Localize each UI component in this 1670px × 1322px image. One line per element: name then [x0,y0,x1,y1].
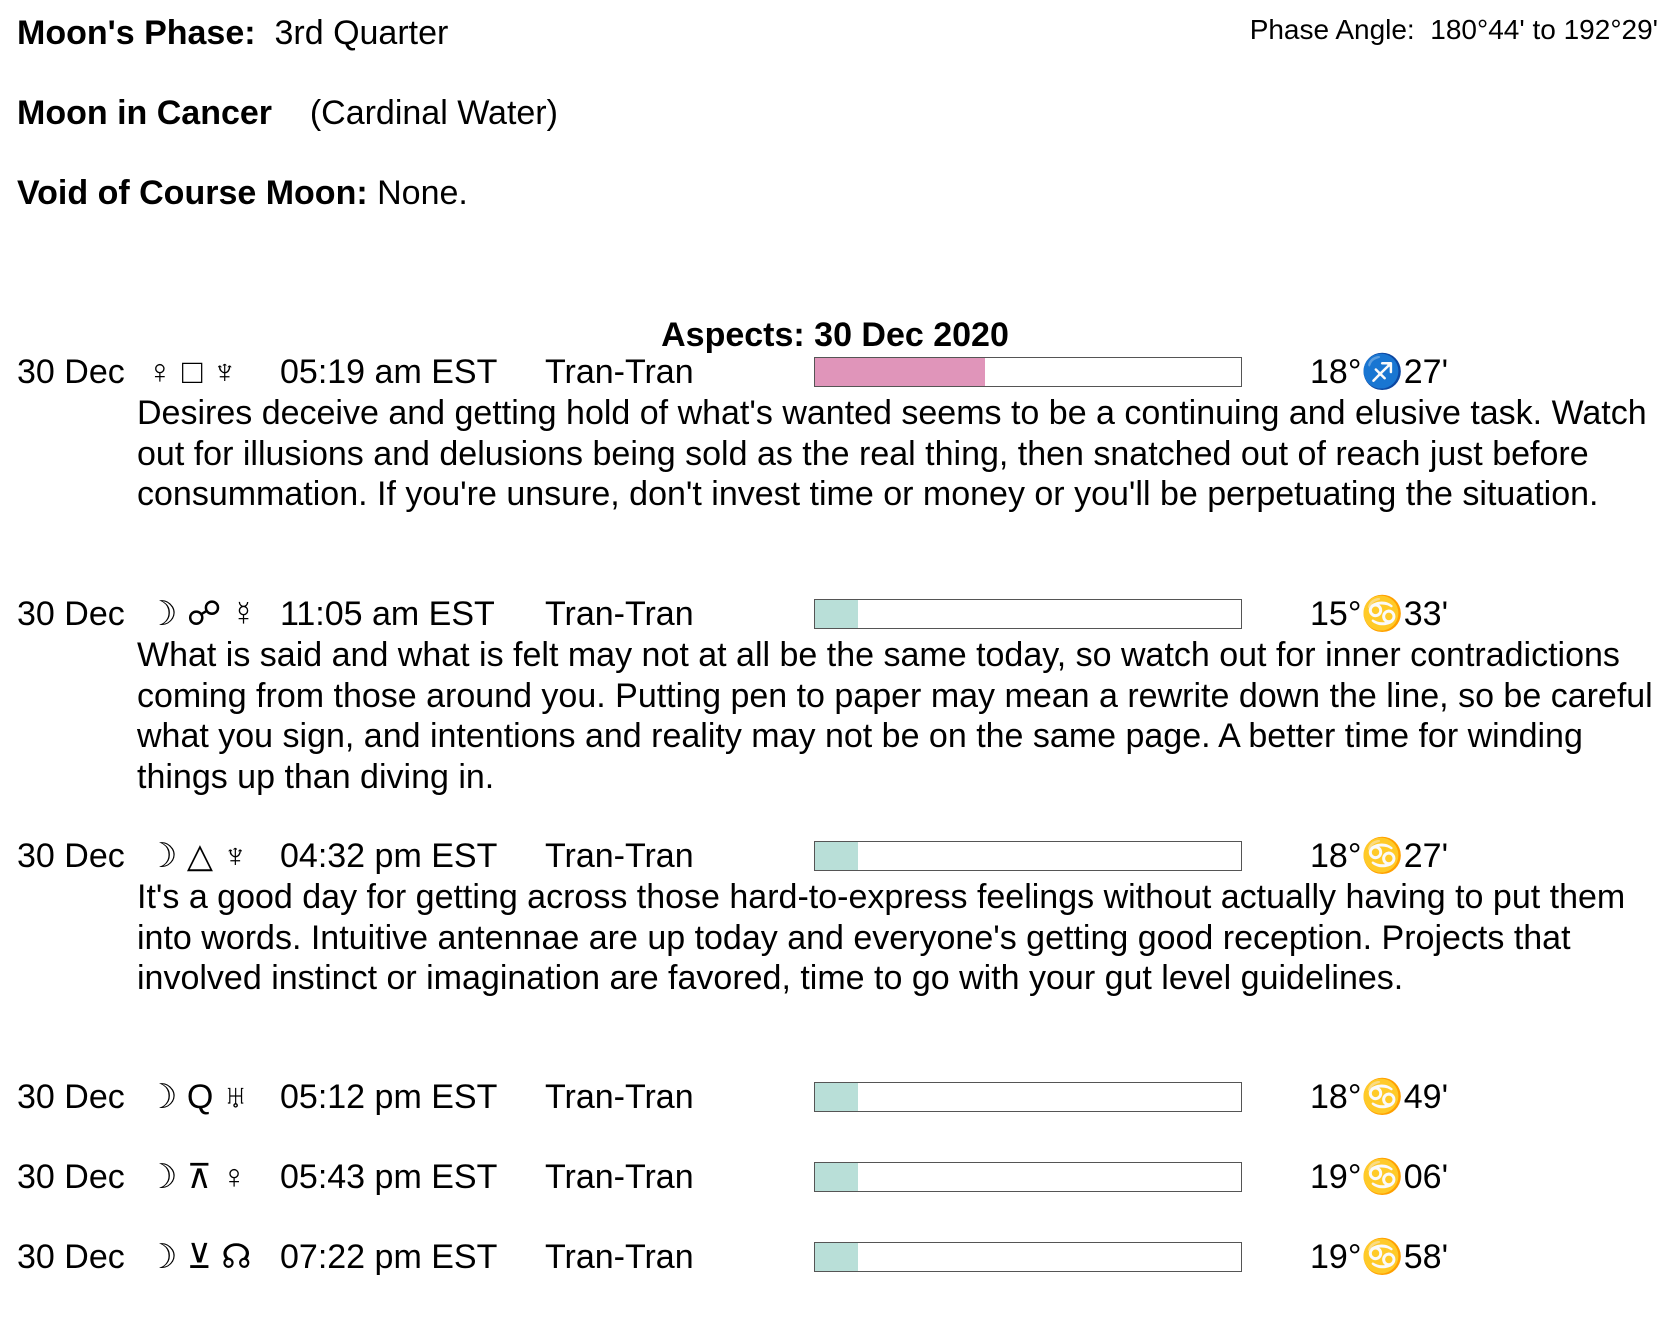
strength-bar-fill [815,358,985,386]
moon-sign-label: Moon in Cancer [17,94,273,132]
aspect-time: 05:19 am EST [280,353,498,391]
aspect-date: 30 Dec [17,353,125,391]
strength-bar-fill [815,1163,858,1191]
aspect-position: 19°♋06' [1310,1158,1449,1196]
strength-bar [814,841,1242,871]
moon-phase-line [17,14,448,53]
aspect-kind: Tran-Tran [545,1158,694,1196]
aspect-position: 18°♋49' [1310,1078,1449,1116]
moon-sign-note: (Cardinal Water) [309,94,558,132]
strength-bar [814,1162,1242,1192]
aspect-date: 30 Dec [17,595,125,633]
aspect-description: What is said and what is felt may not at all be the same today, so watch out for inner contradictions coming from those around you. Putting pen to paper may mean a rewrite down the line, so be careful what you sign, and intentions and reality may not be on the same page. A better time for winding things up than diving in. [137,636,1653,796]
aspect-position: 15°♋33' [1310,595,1449,633]
aspect-time: 05:43 pm EST [280,1158,498,1196]
aspect-time: 07:22 pm EST [280,1238,498,1276]
phase-angle-value: 180°44' to 192°29' [1430,14,1658,45]
moon-phase-label: Moon's Phase: [17,14,256,52]
aspect-row [0,1076,1670,1118]
aspect-description: Desires deceive and getting hold of what's wanted seems to be a continuing and elusive task. Watch out for illusions and delusions being sold as the real thing, then snatched out of reach just before consummation. If you're unsure, don't invest time or money or you'll be perpetuating the situation. [137,394,1647,513]
strength-bar [814,357,1242,387]
aspect-description: It's a good day for getting across those hard-to-express feelings without actually having to put them into words. Intuitive antennae are up today and everyone's getting good reception. Projects that involved instinct or imagination are favored, time to go with your gut level guidelines. [137,878,1626,997]
aspect-position: 19°♋58' [1310,1238,1449,1276]
strength-bar-fill [815,1083,858,1111]
strength-bar-fill [815,1243,858,1271]
void-of-course-line [17,174,468,213]
aspect-date: 30 Dec [17,1078,125,1116]
aspect-glyphs: ☽ Q ♅ [147,1078,249,1116]
aspect-time: 04:32 pm EST [280,837,498,875]
aspect-glyphs: ☽ △ ♆ [147,837,249,875]
strength-bar-fill [815,600,858,628]
aspect-time: 05:12 pm EST [280,1078,498,1116]
strength-bar [814,1242,1242,1272]
aspect-row [0,1156,1670,1198]
strength-bar [814,599,1242,629]
moon-phase-value: 3rd Quarter [274,14,449,52]
phase-angle [1250,14,1658,46]
aspect-kind: Tran-Tran [545,1078,694,1116]
aspect-date: 30 Dec [17,1238,125,1276]
void-of-course-label: Void of Course Moon: [17,174,368,212]
phase-angle-label: Phase Angle: [1249,14,1415,45]
strength-bar-fill [815,842,858,870]
aspect-row [0,835,1670,877]
aspect-position: 18°♋27' [1310,837,1449,875]
aspect-row [0,1236,1670,1278]
aspect-kind: Tran-Tran [545,353,694,391]
aspect-row [0,593,1670,635]
aspect-date: 30 Dec [17,1158,125,1196]
aspect-glyphs: ♀ □ ♆ [147,353,238,391]
aspect-glyphs: ☽ ⊻ ☊ [147,1238,252,1276]
moon-sign-line [17,94,558,133]
aspect-kind: Tran-Tran [545,1238,694,1276]
void-of-course-value: None. [377,174,468,212]
aspect-row [0,351,1670,393]
aspect-date: 30 Dec [17,837,125,875]
aspect-position: 18°♐27' [1310,353,1449,391]
aspects-title: Aspects: 30 Dec 2020 [661,316,1009,354]
strength-bar [814,1082,1242,1112]
aspect-kind: Tran-Tran [545,837,694,875]
aspect-glyphs: ☽ ⊼ ♀ [147,1158,247,1196]
aspect-kind: Tran-Tran [545,595,694,633]
aspect-time: 11:05 am EST [280,595,495,633]
aspect-glyphs: ☽ ☍ ☿ [147,595,257,633]
